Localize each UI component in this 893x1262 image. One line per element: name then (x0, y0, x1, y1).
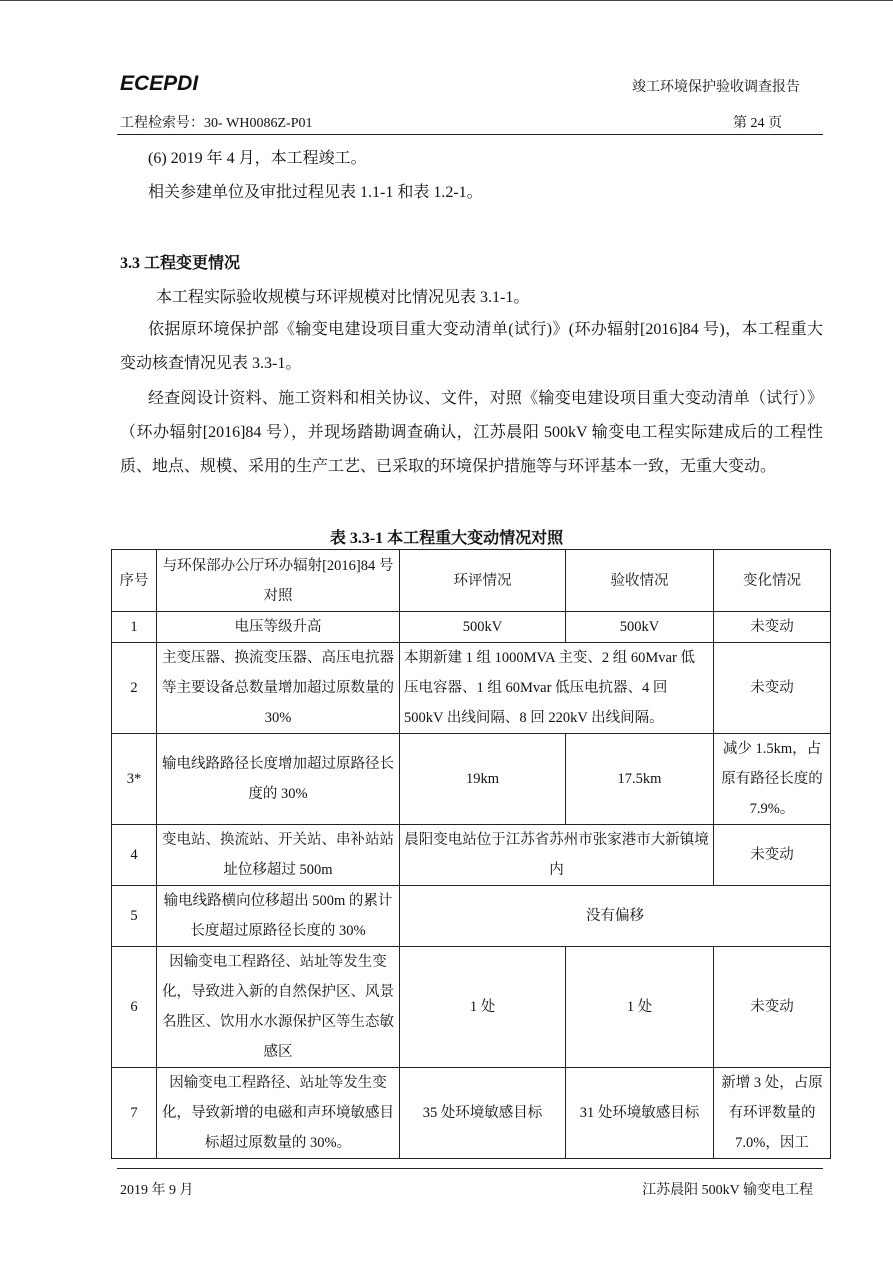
paragraph-completion: (6) 2019 年 4 月，本工程竣工。 (148, 150, 367, 167)
cell-item: 输电线路横向位移超出 500m 的累计长度超过原路径长度的 30% (157, 886, 400, 947)
cell-acceptance: 31 处环境敏感目标 (566, 1068, 714, 1159)
cell-change: 未变动 (714, 825, 831, 886)
table-row (112, 643, 831, 734)
cell-change: 新增 3 处，占原有环评数量的 7.0%，因工 (714, 1068, 831, 1159)
cell-seq: 7 (112, 1068, 157, 1159)
table-row (112, 886, 831, 947)
cell-acceptance: 1 处 (566, 947, 714, 1068)
header-item: 与环保部办公厅环办辐射[2016]84 号对照 (157, 550, 400, 612)
paragraph-conclusion: 经查阅设计资料、施工资料和相关协议、文件，对照《输变电建设项目重大变动清单（试行）》（环办辐射[2016]84 号），并现场踏勘调查确认，江苏晨阳 500kV 输变电工程实际建成后的工程性质、地点、规模、采用的生产工艺、已采取的环境保护措施等与环评基本一致，无重大变动。 (120, 390, 823, 475)
cell-item: 因输变电工程路径、站址等发生变化，导致新增的电磁和声环境敏感目标超过原数量的 30%。 (157, 1068, 400, 1159)
cell-merged-status: 本期新建 1 组 1000MVA 主变、2 组 60Mvar 低压电容器、1 组 60Mvar 低压电抗器、4 回 500kV 出线间隔、8 回 220kV 出线间隔。 (400, 643, 714, 734)
header-divider (117, 134, 823, 135)
cell-item: 电压等级升高 (157, 612, 400, 643)
paragraph-basis: 依据原环境保护部《输变电建设项目重大变动清单(试行)》(环办辐射[2016]84 号)，本工程重大变动核查情况见表 3.3-1。 (120, 321, 823, 372)
cell-acceptance: 17.5km (566, 734, 714, 825)
footer-date: 2019 年 9 月 (120, 1183, 194, 1198)
cell-acceptance: 500kV (566, 612, 714, 643)
cell-item: 输电线路路径长度增加超过原路径长度的 30% (157, 734, 400, 825)
report-title: 竣工环境保护验收调查报告 (632, 80, 800, 95)
paragraph-scale-comparison: 本工程实际验收规模与环评规模对比情况见表 3.1-1。 (156, 289, 530, 306)
page-number: 第 24 页 (733, 116, 782, 131)
header-acceptance: 验收情况 (566, 550, 714, 612)
cell-item: 因输变电工程路径、站址等发生变化，导致进入新的自然保护区、风景名胜区、饮用水水源保护区等生态敏感区 (157, 947, 400, 1068)
header-eia: 环评情况 (400, 550, 566, 612)
cell-item: 变电站、换流站、开关站、串补站站址位移超过 500m (157, 825, 400, 886)
table-row (112, 825, 831, 886)
cell-merged-status: 没有偏移 (400, 886, 831, 947)
table-header-row (112, 550, 831, 612)
footer-divider (117, 1168, 823, 1169)
cell-merged-status: 晨阳变电站位于江苏省苏州市张家港市大新镇境内 (400, 825, 714, 886)
cell-item: 主变压器、换流变压器、高压电抗器等主要设备总数量增加超过原数量的 30% (157, 643, 400, 734)
cell-seq: 4 (112, 825, 157, 886)
cell-eia: 19km (400, 734, 566, 825)
cell-change: 未变动 (714, 947, 831, 1068)
cell-seq: 5 (112, 886, 157, 947)
cell-change: 未变动 (714, 643, 831, 734)
cell-change: 未变动 (714, 612, 831, 643)
cell-eia: 500kV (400, 612, 566, 643)
cell-change: 减少 1.5km，占原有路径长度的 7.9%。 (714, 734, 831, 825)
project-reference-number: 工程检索号：30- WH0086Z-P01 (120, 116, 313, 131)
cell-seq: 2 (112, 643, 157, 734)
header-seq: 序号 (112, 550, 157, 612)
cell-eia: 35 处环境敏感目标 (400, 1068, 566, 1159)
paragraph-references: 相关参建单位及审批过程见表 1.1-1 和表 1.2-1。 (148, 184, 483, 201)
table-row (112, 612, 831, 643)
table-row (112, 1068, 831, 1159)
header-change: 变化情况 (714, 550, 831, 612)
footer-project-name: 江苏晨阳 500kV 输变电工程 (642, 1183, 813, 1198)
cell-seq: 3* (112, 734, 157, 825)
table-row (112, 947, 831, 1068)
table-row (112, 734, 831, 825)
cell-seq: 6 (112, 947, 157, 1068)
company-logo: ECEPDI (120, 72, 199, 95)
page-top-border (0, 0, 893, 1)
major-change-table (111, 549, 831, 1159)
table-caption: 表 3.3-1 本工程重大变动情况对照 (329, 530, 564, 547)
cell-seq: 1 (112, 612, 157, 643)
section-heading: 3.3 工程变更情况 (120, 255, 241, 272)
cell-eia: 1 处 (400, 947, 566, 1068)
